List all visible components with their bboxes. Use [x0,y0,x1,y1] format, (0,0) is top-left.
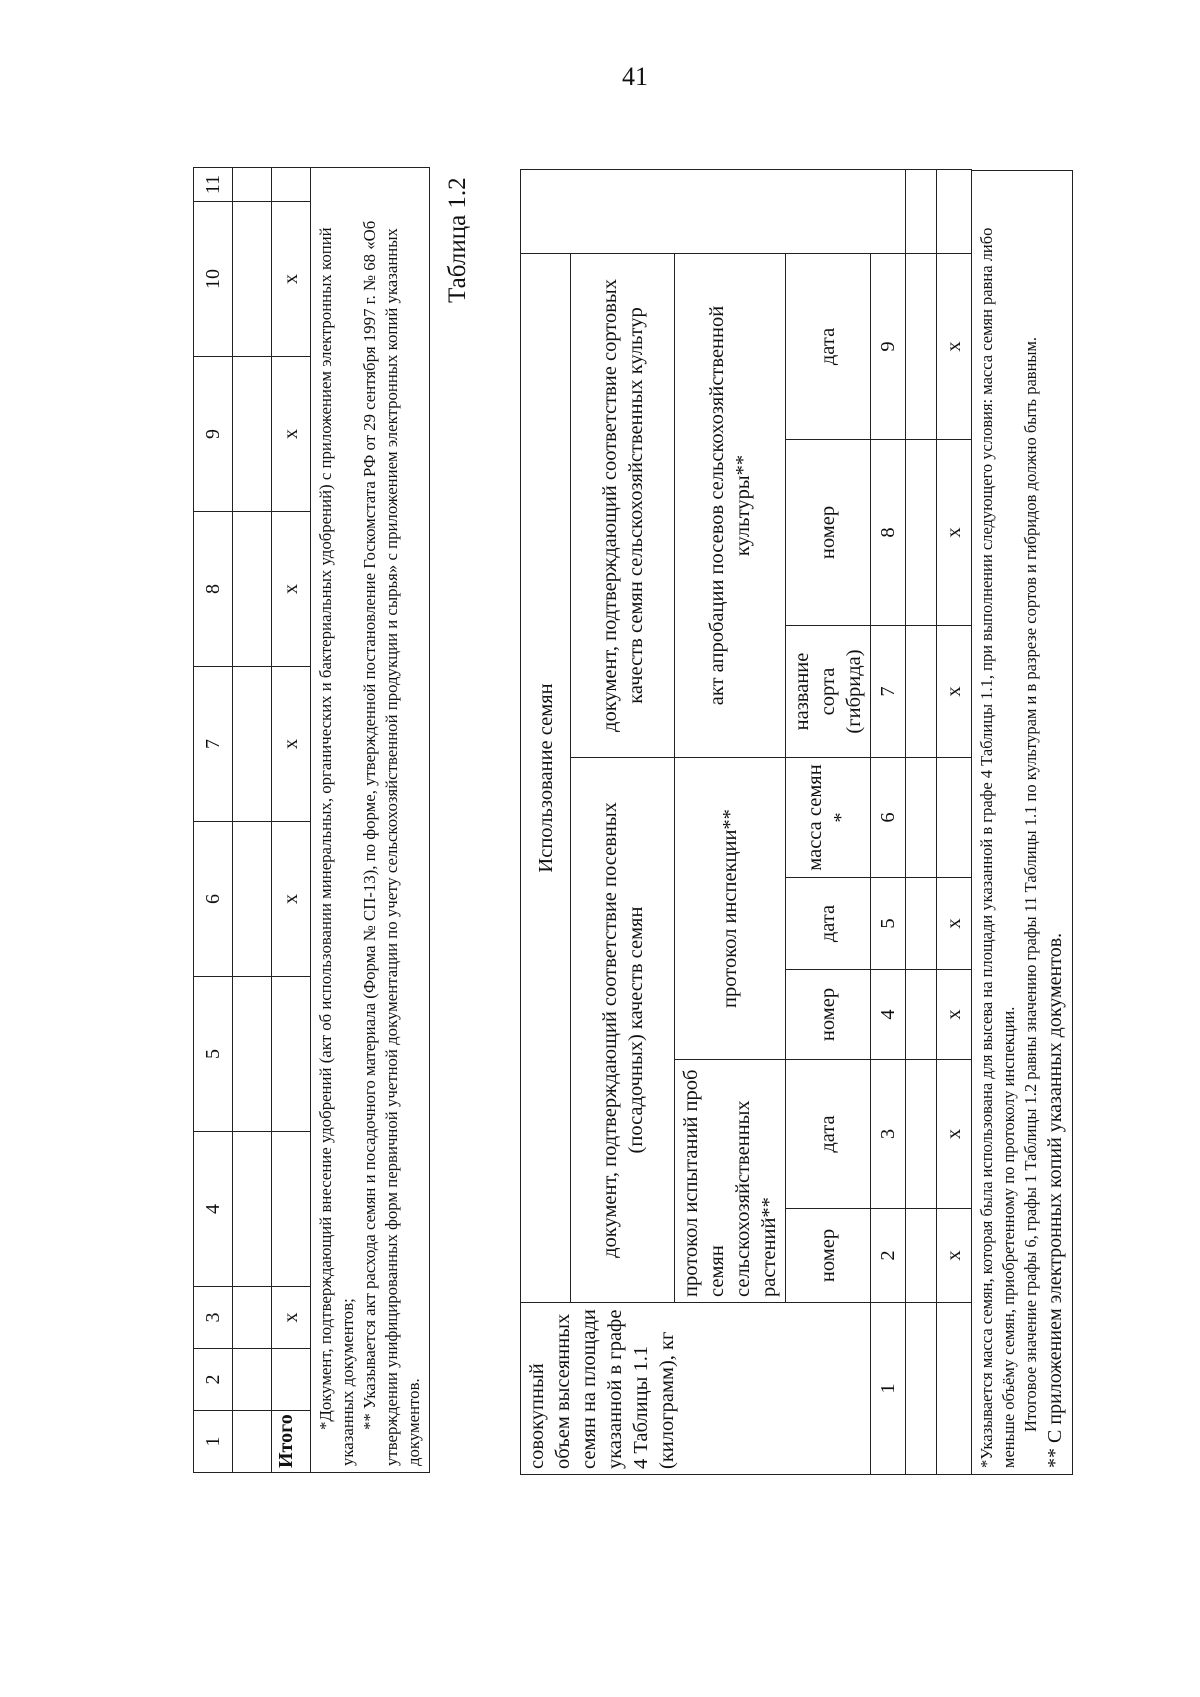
page-number: 41 [622,62,648,91]
footnote: Итоговое значение графы 6, графы 1 Таблицы 1.2 равны значению графы 11 Таблицы 1.1 по культурам и в разрезе сортов и гибридов должно быть равным. [1021,336,1040,1432]
total-row [937,169,972,1474]
table-cell [937,1303,972,1475]
col-num: 5 [194,977,233,1132]
sowing-quality-doc-header: документ, подтверждающий соответствие посевных (посадочных) качеств семян [571,758,675,1303]
table-cell: х [937,878,972,970]
variety-name-header: название сорта (гибрида) [786,626,871,758]
number-header: номер [786,1209,871,1303]
col-num: 8 [194,512,233,667]
total-seed-volume-header: совокупный объем высеянных семян на площади указанной в графе 4 Таблицы 1.1 (килограмм), кг [521,1303,871,1475]
table-caption: Таблица 1.2 [444,177,471,303]
seed-usage-group-header: Использование семян [521,253,571,1302]
table-cell: х [937,1209,972,1303]
column-number-row [194,168,233,1473]
col-num: 9 [194,357,233,512]
table-cell [272,168,311,202]
col-num: 2 [194,1349,233,1411]
total-label: Итого [275,1414,297,1468]
variety-quality-doc-header: документ, подтверждающий соответствие сортовых качеств семян сельскохозяйственных культур [571,253,675,757]
table-cell: х [937,253,972,439]
table-cell: х [937,970,972,1060]
date-header: дата [786,1060,871,1209]
date-header: дата [786,878,871,970]
test-protocol-header: протокол испытаний проб семян сельскохозяйственных растений** [675,1060,786,1303]
table-cell [272,977,311,1132]
col-num: 11 [194,168,233,202]
footnote: *Документ, подтверждающий внесение удобрений (акт об использовании минеральных, органических и бактериальных удобрений) с приложением электронных копий указанных документов; [316,227,357,1466]
col-num: 9 [871,253,906,439]
column-number-row [871,169,906,1474]
footnote: ** Указывается акт расхода семян и посадочного материала (Форма № СП-13), по форме, утвержденной постановление Госкомстата РФ от 29 сентября 1997 г. № 68 «Об утверждении унифицированных форм первичной учетной документации по учету сельскохозяйственной продукции и сырья» с приложением электронных копий указанных документов. [360,220,423,1466]
col-num: 7 [871,626,906,758]
col-num: 4 [871,970,906,1060]
col-num: 7 [194,667,233,822]
date-header: дата [786,253,871,439]
total-row [272,168,311,1473]
table-cell [272,1349,311,1411]
approbation-act-header: акт апробации посевов сельскохозяйственной культуры** [675,253,786,757]
table-1-2-footnotes [972,170,1073,1475]
previous-table-continuation [193,168,430,1473]
number-header: номер [786,970,871,1060]
seed-usage-table [520,169,972,1475]
table-cell: х [937,440,972,626]
col-num: 10 [194,202,233,357]
table-cell: х [937,1060,972,1209]
footnotes [311,168,430,1473]
table-cell: х [272,512,311,667]
table-cell: х [272,357,311,512]
col-num: 5 [871,878,906,970]
notes-row [311,168,430,1473]
previous-table [193,167,430,1473]
footnote: *Указывается масса семян, которая была использована для высева на площади указанной в графе 4 Таблицы 1.1, при выполнении следующего условия: масса семян равна либо меньше объёму семян, приобретенному по протоколу инспекции. [977,227,1018,1468]
col-num: 1 [871,1303,906,1475]
mass-header: масса семян * [786,758,871,878]
empty-row [906,169,937,1474]
empty-row [233,168,272,1473]
col-num: 1 [194,1411,233,1473]
table-cell: х [272,822,311,977]
col-num: 3 [871,1060,906,1209]
table-cell [272,1132,311,1287]
col-num: 6 [871,758,906,878]
inspection-protocol-header: протокол инспекции** [675,758,786,1060]
table-cell: х [272,667,311,822]
col-num: 4 [194,1132,233,1287]
col-num: 2 [871,1209,906,1303]
table-1-2 [520,170,1073,1475]
table-cell: х [272,1287,311,1349]
col-num: 6 [194,822,233,977]
number-header: номер [786,440,871,626]
col-num: 8 [871,440,906,626]
table-cell: х [272,202,311,357]
footnote: ** С приложением электронных копий указанных документов. [1044,932,1066,1468]
col-num: 3 [194,1287,233,1349]
table-cell [937,758,972,878]
table-cell: х [937,626,972,758]
